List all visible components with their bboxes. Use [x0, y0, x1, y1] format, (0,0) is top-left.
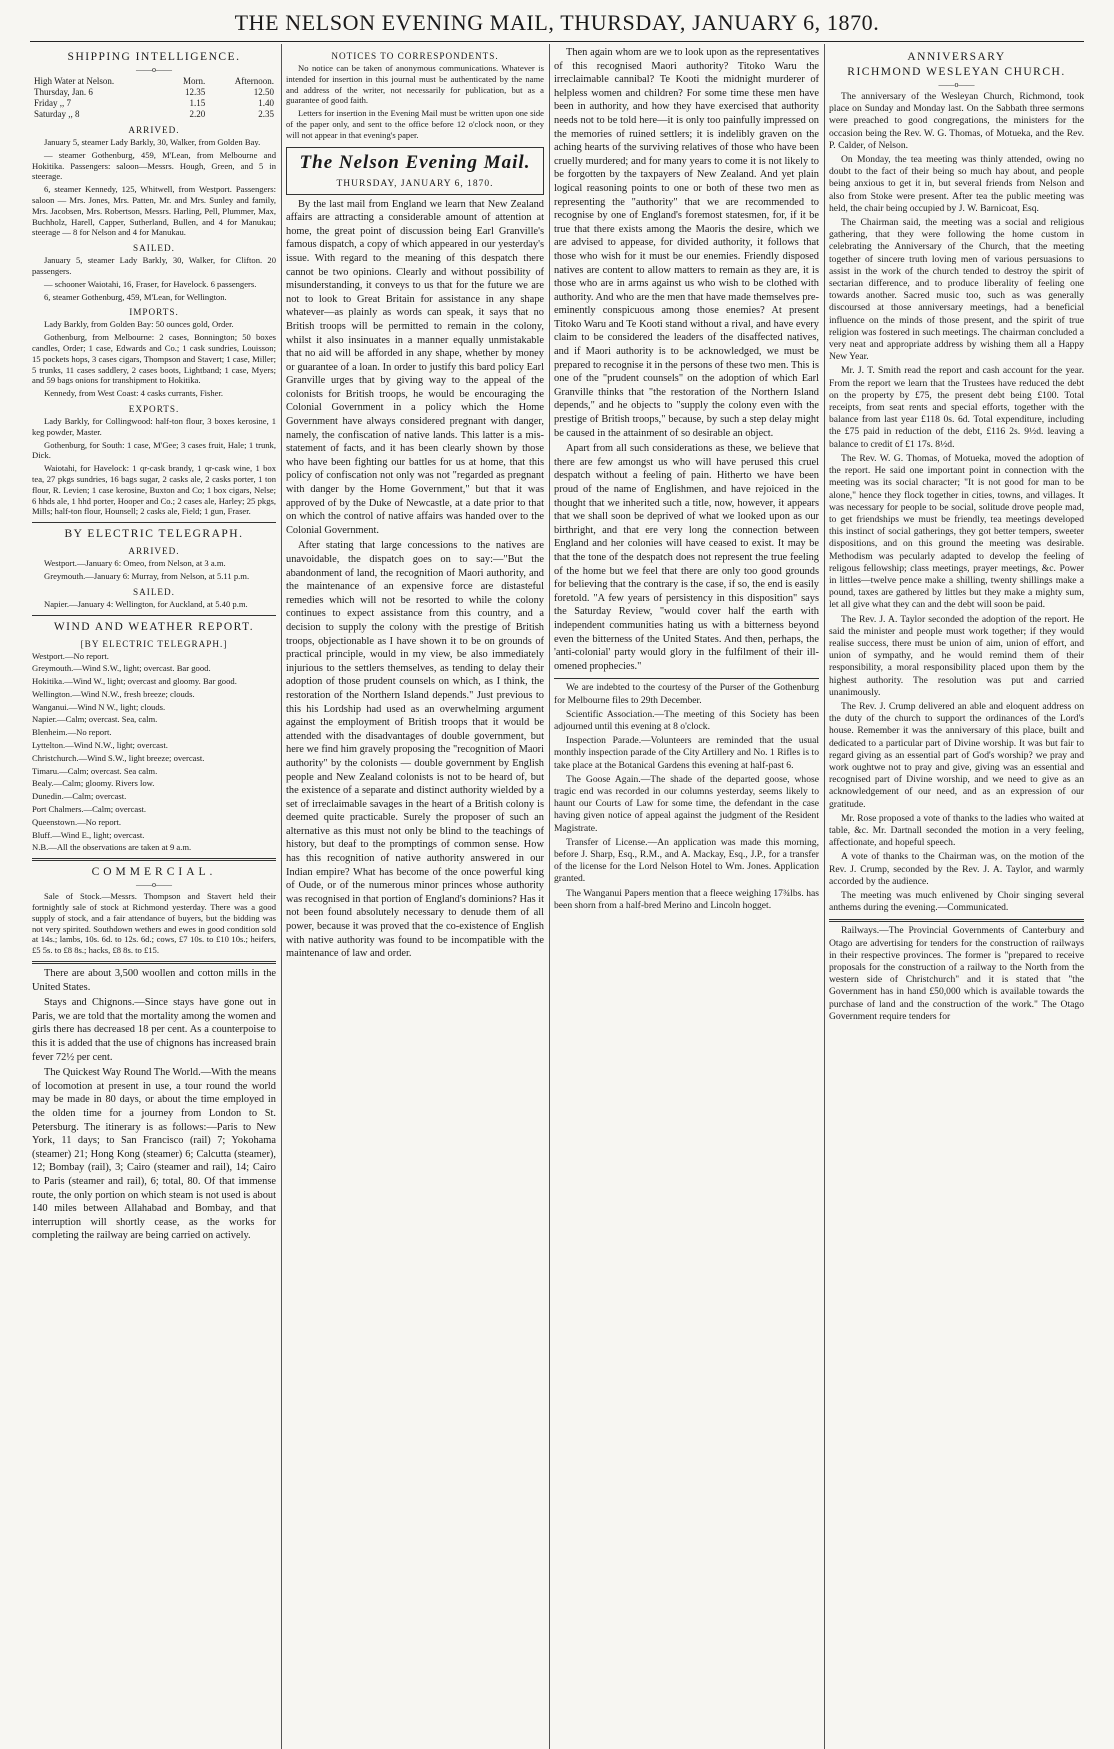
telegraph-arrived-heading: ARRIVED. — [128, 546, 180, 557]
column-2 — [286, 46, 544, 1745]
weather-entry: Wanganui.—Wind N W., light; clouds. — [32, 701, 166, 712]
weather-subtitle: [BY ELECTRIC TELEGRAPH.] — [80, 638, 228, 649]
imports-heading: IMPORTS. — [129, 307, 179, 318]
weather-entry: Bealy.—Calm; gloomy. Rivers low. — [32, 778, 155, 789]
tide-day: Thursday, Jan. 6 — [34, 87, 93, 97]
section-rule — [32, 615, 276, 616]
weather-title: WIND AND WEATHER REPORT. — [53, 620, 255, 633]
leader-paragraph: Apart from all such considerations as these, we believe that there are few amongst us who will have perused this cruel despatch without a feeling of pain. Hitherto we have been proud of the name of Englishmen, and have rejoiced in the thought that we inherited such a title, now, however, it appears that we shall soon be deprived of what we looked upon as our birthright, and that ere very long the connection between England and her colonies will have ceased to exist. It may be that the tone of the despatch does not represent the true feeling of the home but we feel that there are only too good grounds for believing that the contrary is the case, if so, the end is easily foretold. "A few years of persistency in this disposition" says the Saturday Review, "would cover half the earth with independent communities hating us with a bitterness beyond even the bitterness of the United States. And then, perhaps, the 'anti-colonial' party would glory in the fulfilment of their ill-omened prophecies." — [554, 443, 819, 672]
arrived-heading: ARRIVED. — [128, 125, 180, 135]
local-item: Inspection Parade.—Volunteers are reminded that the usual monthly inspection parade of the City Artillery and No. 1 Rifles is to take place at the Botanical Gardens this evening at half-past 6. — [554, 735, 819, 771]
tide-day: Saturday ,, 8 — [34, 109, 80, 119]
misc-paragraph: The Quickest Way Round The World.—With the means of locomotion at present in use, a tour round the world may be made in 80 days, or about the time employed in the olden time for a journey from London to St. Petersburg. The itinerary is as follows:—Paris to New York, 11 days; to San Francisco (rail) 7; Yokohama (steamer) 21; Hong Kong (steamer) 6; Calcutta (steamer), 12; Bombay (rail), 3; Cairo (steamer and rail), 14; Cairo to Paris (steamer and rail), 6; total, 80. Of that immense route, the only portion on which steam is not used is about 140 miles between Allahabad and Bombay, and that interruption will shortly cease, as the works for completing the railway are being carried on actively. — [32, 1067, 276, 1242]
telegraph-entry: Greymouth.—January 6: Murray, from Nelson, at 5.11 p.m. — [44, 570, 250, 581]
local-item: The Wanganui Papers mention that a fleece weighing 17¾lbs. has been shorn from a half-bred Merino and Lincoln hogget. — [554, 887, 819, 911]
misc-paragraph: Stays and Chignons.—Since stays have gone out in Paris, we are told that the mortality among the women and girls there has decreased 18 per cent. As a counterpoise to this it is added that the use of chignons has increased brain fever 72½ per cent. — [32, 997, 276, 1063]
tide-row — [32, 87, 276, 98]
anniversary-paragraph: A vote of thanks to the Chairman was, on the motion of the Rev. J. Crump, seconded by the Rev. J. A. Taylor, and warmly accorded by the audience. — [829, 851, 1084, 887]
weather-entry: Bluff.—Wind E., light; overcast. — [32, 829, 145, 840]
section-rule — [32, 858, 276, 861]
local-item: Transfer of License.—An application was made this morning, before J. Sharp, Esq., R.M., and A. Mackay, Esq., J.P., for a transfer of the license for the Lord Nelson Hotel to Wm. Jones. Application granted. — [554, 836, 819, 885]
tide-header: High Water at Nelson. — [34, 76, 115, 86]
export-entry: Waiotahi, for Havelock: 1 qr-cask brandy, 1 qr-cask wine, 1 box tea, 27 pkgs sundries, 16 bags sugar, 2 casks ale, 2 casks porter, 1 ton flour, R. Levien; 1 case kerosine, Buxton and Co; 1 box cigars, Nelse; 6 hhds ale, 1 hhd porter, Hooper and Co.; 2 cases ale, Harley; 25 pkgs, Mills; half-ton flour, Hounsell; 2 casks ale, Field; 1 gun, Fraser. — [32, 463, 276, 517]
weather-entry: Hokitika.—Wind W., light; overcast and gloomy. Bar good. — [32, 676, 237, 687]
tide-aft: 12.50 — [253, 87, 274, 97]
weather-note: N.B.—All the observations are taken at 9 a.m. — [32, 842, 192, 853]
sailed-entry: — schooner Waiotahi, 16, Fraser, for Havelock. 6 passengers. — [44, 278, 257, 289]
column-divider — [824, 44, 825, 1749]
import-entry: Gothenburg, from Melbourne: 2 cases, Bonnington; 50 boxes candles, Order; 1 case, Edwards and Co.; 1 cask sundries, Louisson; 15 pockets hops, 3 cases cigars, Thompson and Stavert; 1 case, Miller; 5 trunks, 11 cases saddlery, 2 cases boots, Lightband; 1 case, Myers; and 59 bags onions for transhipment to Hokitika. — [32, 332, 276, 386]
paper-flag — [286, 147, 544, 195]
tide-morn: 2.20 — [189, 109, 206, 119]
weather-entry: Dunedin.—Calm; overcast. — [32, 791, 127, 802]
weather-entry: Napier.—Calm; overcast. Sea, calm. — [32, 714, 158, 725]
column-1 — [32, 46, 276, 1745]
telegraph-title: BY ELECTRIC TELEGRAPH. — [64, 528, 244, 541]
import-entry: Lady Barkly, from Golden Bay: 50 ounces gold, Order. — [44, 319, 234, 330]
anniversary-paragraph: The Rev. J. Crump delivered an able and eloquent address on the duty of the church to support the ordinances of the Lord's house. Remember it was the anniversary of this place, built and dedicated to a particular part of Divine worship. It was but fair to regard giving as an essential part of God's worship? we pray and work oughtwe not to pray and give, giving was an essential and recognised part of Divine worship, and we need to give as an acknowledgement of our need, and as an expression of our gratitude. — [829, 700, 1084, 810]
leader-paragraph: After stating that large concessions to the natives are unavoidable, the dispatch goes on to say:—"But the abandonment of land, the recognition of Maori authority, and the maintenance of an expensive force are distasteful remedies which will not be resorted to while the colony continues to expect assistance from this country, and a decision to supply the colony with the prestige of British troops, objectionable as I have shown it to be on grounds of practical principle, would in my view, be also immediately injurious to the settlers themselves, as tending to delay their adoption of those prudent counsels on which, as I think, the restoration of the Northern Island depends." Just previous to this his Lordship had used as an overwhelming argument against the employment of British troops that it would be attended with the disadvantages of double government, but here we find him gravely proposing the "recognition of Maori authority" by the colonists — double government by English people and New Zealand colonists is not to be heard of, but the existence of a separate and distinct authority wielded by a set of irreclaimable savages in the heart of a British colony is deemed quite practicable. Surely the proposer of such an alternative as this must not only be blind to the teachings of history, but deaf to the promptings of common sense. How has this recognition of native authority answered in our Indian empire? What has become of the once powerful king of Oude, or of the numerous minor princes whose authority was recognised in that portion of England's dominions? Has it not been found absolutely necessary to denude them of all power, because it was proved that the co-existence of English with native authority was found to be incompatible with the maintenance of law and order. — [286, 540, 544, 960]
telegraph-entry: Westport.—January 6: Omeo, from Nelson, at 3 a.m. — [44, 558, 226, 569]
section-rule — [829, 919, 1084, 922]
anniversary-paragraph: The Rev. J. A. Taylor seconded the adoption of the report. He said the minister and people must work together; if they would realise success, there must be union of aim, union of effort, and union of sympathy, and he would remind them of their responsibility, a moral responsibility placed upon them by the highest authority. The resolution was put and carried unanimously. — [829, 613, 1084, 698]
notices-paragraph: Letters for insertion in the Evening Mail must be written upon one side of the paper only, and sent to the office before 12 o'clock noon, or they will not appear in that evening's paper. — [286, 108, 544, 140]
weather-entry: Blenheim.—No report. — [32, 727, 112, 738]
notices-paragraph: No notice can be taken of anonymous communications. Whatever is intended for insertion in this journal must be authenticated by the name and address of the writer, not necessarily for publication, but as a guarantee of good faith. — [286, 63, 544, 106]
misc-paragraph: There are about 3,500 woollen and cotton mills in the United States. — [32, 968, 276, 993]
arrival-entry: 6, steamer Kennedy, 125, Whitwell, from Westport. Passengers: saloon — Mrs. Jones, Mrs. Patten, Mr. and Mrs. Sunley and family, Mrs. Jacobsen, Mrs. Robertson, Messrs. Harling, Pell, Plummer, Max, Buchholz, Harell, Capper, Sutherland, Bullen, and 4 for Manukau; steerage — 8 for Nelson and 4 for Manukau. — [32, 184, 276, 238]
sailed-entry: 6, steamer Gothenburg, 459, M'Lean, for Wellington. — [44, 291, 227, 302]
telegraph-sailed-heading: SAILED. — [133, 586, 175, 597]
anniversary-paragraph: On Monday, the tea meeting was thinly attended, owing no doubt to the fact of their being so much hay about, and people being anxious to get it in, but several friends from Nelson and also from Stoke were present. After tea the public meeting was held, the chair being occupied by J. W. Barnicoat, Esq. — [829, 154, 1084, 214]
import-entry: Kennedy, from West Coast: 4 casks currants, Fisher. — [44, 388, 224, 399]
anniversary-title: ANNIVERSARY — [907, 51, 1006, 63]
anniversary-paragraph: The meeting was much enlivened by Choir singing several anthems during the evening.—Communicated. — [829, 890, 1084, 914]
export-entry: Lady Barkly, for Collingwood: half-ton flour, 3 boxes kerosine, 1 keg powder, Master. — [32, 415, 276, 437]
anniversary-paragraph: The Chairman said, the meeting was a social and religious gathering, that they were following the home custom in celebrating the Anniversary of the Church, that the meeting together of sincere truth loving men of various persuasions to assist in the work of the church tended to destroy the spirit of sectarian difference, and to produce liberality of feeling one towards another. Sacred music too, such as was generally discoursed at those anniversary meetings, had a beneficial influence on the minds of those present, and the spirit of true religion was fostered in such meetings. The chairman concluded a very neat and appropriate address by wishing them all a Happy New Year. — [829, 217, 1084, 363]
section-rule — [554, 678, 819, 679]
tide-header-row — [32, 76, 276, 87]
commercial-title: COMMERCIAL. — [91, 866, 217, 879]
ornament: ——o—— — [938, 80, 975, 89]
arrival-entry: January 5, steamer Lady Barkly, 30, Walker, from Golden Bay. — [44, 137, 261, 147]
column-divider — [549, 44, 550, 1749]
telegraph-entry: Napier.—January 4: Wellington, for Auckland, at 5.40 p.m. — [44, 598, 248, 609]
tide-table — [32, 76, 276, 120]
exports-heading: EXPORTS. — [128, 403, 180, 414]
tide-morn: 1.15 — [189, 98, 206, 108]
tide-day: Friday ,, 7 — [34, 98, 71, 108]
column-3 — [554, 46, 819, 1745]
local-item: We are indebted to the courtesy of the Purser of the Gothenburg for Melbourne files to 29th December. — [554, 682, 819, 706]
anniversary-paragraph: The Rev. W. G. Thomas, of Motueka, moved the adoption of the report. He said one important point in connection with the meeting was its social character; "It is not good for man to be alone," hence they flock together in cities, towns, and villages. It was necessary for people to be social, solitude drove people mad, to get friendships we must be friendly, tea meetings developed this instinct of social gatherings, they got better tempers, sweeter dispositions, and on this ground the meeting was desirable. Methodism was pecularly adapted to develop the feeling of religous fellowship; class meetings, prayer meetings, &c. Power in littles—twelve pence make a shilling, twenty shillings make a pound, taxes are gathered by littles but they make a mighty sum, let all give what they can and the debt will soon be paid. — [829, 452, 1084, 611]
tide-aft: 1.40 — [258, 98, 274, 108]
commercial-body: Sale of Stock.—Messrs. Thompson and Stavert held their fortnightly sale of stock at Richmond yesterday. There was a good supply of stock, and a fair attendance of buyers, but the bidding was not very spirited. Southdown wethers and ewes in good condition sold at 14s.; lambs, 10s. 6d. to 12s. 6d.; cows, £7 10s. to £10 10s.; heifers, £5 5s. to £8 8s.; hacks, £8 8s. to £15. — [32, 891, 276, 956]
leader-paragraph: Then again whom are we to look upon as the representatives of this recognised Maori authority? Titoko Waru the irreclaimable cannibal? Te Kooti the midnight murderer of helpless women and children? For some time these men have been in authority, and how they have exercised that authority needs not to be told here—it is only too painfully impressed on the memories of ruined settlers; it is indelibly graven on the aching hearts of the surviving relatives of those who have been cruelly murdered; and for many years to come it is not likely to be forgotten by the taxpayers of New Zealand. And yet plain logical reasoning points to one or both of these two men as representing the "authority" that we are recommended to recognise by one of England's foremost statesmen, for, if it be true that there exists among the Maoris the desire, which we are advised to appease, for divided authority, it follows that those who wish for it must be our enemies. Friendly disposed natives are content to allow matters to remain as they are, it is those who are in arms against us who wish to be clothed with authority. And who are the men that have made themselves pre-eminently conspicuous among those enemies? At present Titoko Waru and Te Kooti stand without a rival, and have every claim to be considered the leaders of the disaffected natives, and if Maori authority is to be acknowledged, we must be prepared to recognise it in the persons of these two men. This is one of the "prudent counsels" on the adoption of which Earl Granville thinks that "the restoration of the Northern Island depends," and he objects to "supply the colony even with the prestige of British troops," because, by such a step delay might be caused in the attainment of so desirable an object. — [554, 47, 819, 439]
masthead: THE NELSON EVENING MAIL, THURSDAY, JANUARY 6, 1870. — [234, 10, 880, 35]
notices-title: NOTICES TO CORRESPONDENTS. — [331, 51, 499, 61]
weather-entry: Lyttelton.—Wind N.W., light; overcast. — [32, 740, 168, 751]
weather-entry: Wellington.—Wind N.W., fresh breeze; clouds. — [32, 688, 195, 699]
tide-header: Morn. — [183, 76, 206, 86]
shipping-title: SHIPPING INTELLIGENCE. — [67, 51, 241, 63]
weather-entry: Westport.—No report. — [32, 650, 109, 661]
tide-morn: 12.35 — [185, 87, 206, 97]
anniversary-subtitle: RICHMOND WESLEYAN CHURCH. — [847, 66, 1066, 78]
section-rule — [32, 961, 276, 964]
weather-entry: Queenstown.—No report. — [32, 816, 122, 827]
railways-paragraph: Railways.—The Provincial Governments of Canterbury and Otago are advertising for tenders for the construction of railways in their respective provinces. The former is "prepared to receive proposals for the construction of a railway to the North from the western side of Christchurch" and it is stated that "the Government has in hand £50,000 which is available towards the purchase of land and the construction of the work." The Otago Government require tenders for — [829, 925, 1084, 1022]
sailed-heading: SAILED. — [133, 243, 175, 254]
weather-entry: Port Chalmers.—Calm; overcast. — [32, 804, 147, 815]
flag-title: The Nelson Evening Mail. — [299, 151, 531, 173]
local-item: Scientific Association.—The meeting of this Society has been adjourned until this evening at 8 o'clock. — [554, 708, 819, 732]
section-rule — [32, 522, 276, 523]
leader-paragraph: By the last mail from England we learn that New Zealand affairs are attracting a considerable amount of attention at home, the great point of discussion being Earl Granville's famous dispatch, a copy of which appeared in our yesterday's issue. With regard to the meaning of this despatch there cannot be two opinions. Clearly and without possibility of misunderstanding, it conveys to us that for the future we are not to look to Great Britain for assistance in any shape whatever—as plainly as words can speak, it says that no British troops will be permitted to remain in the colony, whilst it also insinuates in a manner equally unmistakable that no aid will be afforded in any shape, whether by money or guarantee of a loan. In order to justify this bard policy Earl Granville urges that by giving way to the appeal of the colonists for British troops, he would be encouraging the Colonial Government in a policy which the Home Government have always considered pregnant with danger, namely, the confiscation of native lands. This latter is a mis-statement of facts, and it has been clearly shown by those who have been fighting our battles for us at home, that this policy of confiscation not only was not "regarded as pregnant with danger by the Home Government," but that it was approved of by the Duke of Newcastle, at a date prior to that on which the control of native affairs was handed over to the Colonial Government. — [286, 198, 544, 536]
flag-date: THURSDAY, JANUARY 6, 1870. — [336, 178, 494, 189]
ornament: ——o—— — [136, 65, 172, 74]
tide-header: Afternoon. — [234, 76, 274, 86]
weather-entry: Greymouth.—Wind S.W., light; overcast. Bar good. — [32, 663, 211, 674]
tide-row — [32, 98, 276, 109]
tide-aft: 2.35 — [258, 109, 274, 119]
masthead-rule — [30, 41, 1084, 42]
weather-entry: Christchurch.—Wind S.W., light breeze; overcast. — [32, 752, 205, 763]
anniversary-paragraph: Mr. J. T. Smith read the report and cash account for the year. From the report we learn that the Trustees have reduced the debt on the property by £75, the present debt being £100. Total receipts, from seat rents and special efforts, together with the balance from last year £118 0s. 6d. Total expenditure, including the £75 paid in reduction of the debt, £116 2s. 9½d. leaving a balance to credit of £1 17s. 8½d. — [829, 365, 1084, 450]
column-4 — [829, 46, 1084, 1745]
arrival-entry: — steamer Gothenburg, 459, M'Lean, from Melbourne and Hokitika. Passengers: saloon—Messrs. Hough, Green, and 5 in steerage. — [32, 149, 276, 182]
export-entry: Gothenburg, for South: 1 case, M'Gee; 3 cases fruit, Hale; 1 trunk, Dick. — [32, 439, 276, 461]
tide-row — [32, 109, 276, 120]
anniversary-paragraph: Mr. Rose proposed a vote of thanks to the ladies who waited at table, &c. Mr. Dartnall seconded the motion in a very feeling, affectionate, and hopeful speech. — [829, 812, 1084, 849]
local-item: The Goose Again.—The shade of the departed goose, whose tragic end was recorded in our columns yesterday, seems likely to haunt our Courts of Law for some time, the defendant in the case having given notice of appeal against the judgment of the Resident Magistrate. — [554, 773, 819, 834]
weather-entry: Timaru.—Calm; overcast. Sea calm. — [32, 765, 158, 776]
anniversary-paragraph: The anniversary of the Wesleyan Church, Richmond, took place on Sunday and Monday last. On the Sabbath three sermons were preached to good congregations, the ministers for the occasion being the Rev. W. G. Thomas, of Motueka, and the Rev. P. Calder, of Nelson. — [829, 91, 1084, 151]
sailed-entry: January 5, steamer Lady Barkly, 30, Walker, for Clifton. 20 passengers. — [32, 255, 276, 276]
column-divider — [281, 44, 282, 1749]
ornament: ——o—— — [136, 880, 172, 890]
